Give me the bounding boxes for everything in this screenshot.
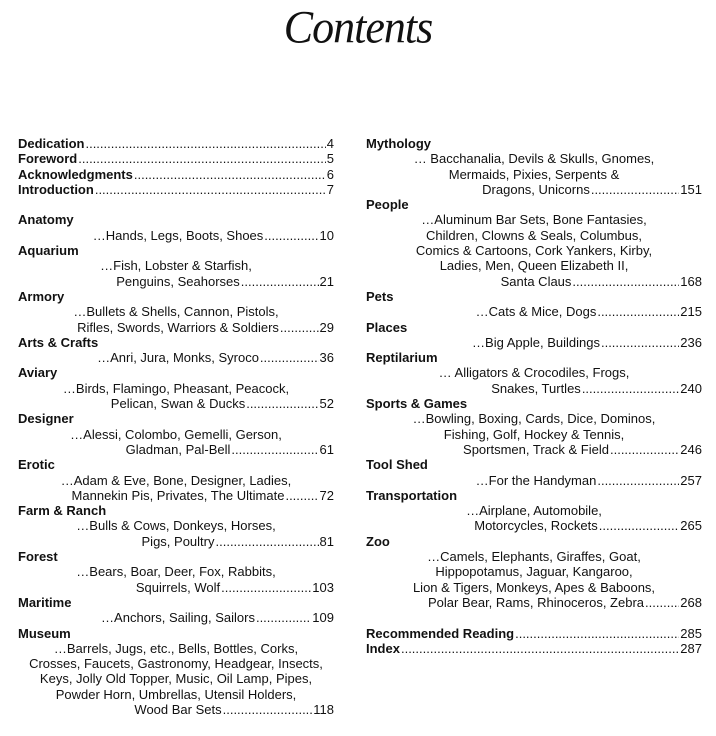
entry-line: …Bears, Boar, Deer, Fox, Rabbits, xyxy=(76,564,276,580)
entry-text: Penguins, Seahorses xyxy=(116,273,240,289)
front-matter-list xyxy=(18,136,334,197)
entry-text: Snakes, Turtles xyxy=(491,380,581,396)
toc-section xyxy=(18,335,334,366)
toc-section xyxy=(366,350,702,396)
front-matter-entry[interactable] xyxy=(18,167,334,182)
page-number: 81 xyxy=(319,533,334,549)
toc-section xyxy=(366,396,702,457)
section-heading[interactable]: Aquarium xyxy=(18,243,79,259)
left-column xyxy=(18,136,334,717)
toc-section xyxy=(366,289,702,320)
entry-label: Acknowledgments xyxy=(18,166,133,182)
entry-text: Mannekin Pis, Privates, The Ultimate xyxy=(71,487,285,503)
page-number: 52 xyxy=(319,396,334,412)
section-heading[interactable]: Museum xyxy=(18,625,71,641)
section-entries xyxy=(366,212,702,288)
page-number: 215 xyxy=(680,304,702,320)
entry-line: Powder Horn, Umbrellas, Utensil Holders, xyxy=(55,686,297,702)
section-heading[interactable]: Arts & Crafts xyxy=(18,334,99,350)
section-heading[interactable]: Aviary xyxy=(18,365,58,381)
dot-leader xyxy=(221,580,311,595)
entry-line-last[interactable] xyxy=(366,182,702,197)
section-entries xyxy=(366,151,702,197)
entry-line-last[interactable] xyxy=(366,335,702,350)
section-entries xyxy=(18,304,334,335)
page-number: 257 xyxy=(680,472,702,488)
dot-leader xyxy=(134,167,326,182)
section-heading[interactable]: Sports & Games xyxy=(366,396,468,412)
section-entries xyxy=(366,473,702,488)
section-entries xyxy=(18,427,334,458)
page-number: 246 xyxy=(680,441,702,457)
toc-section xyxy=(18,365,334,411)
entry-label: Foreword xyxy=(18,151,78,167)
page-number: 285 xyxy=(680,625,702,641)
toc-section xyxy=(18,549,334,595)
section-heading[interactable]: Transportation xyxy=(366,487,458,503)
toc-section xyxy=(18,212,334,243)
entry-line: …Fish, Lobster & Starfish, xyxy=(100,258,252,274)
toc-section xyxy=(18,289,334,335)
dot-leader xyxy=(216,534,319,549)
toc-section xyxy=(18,626,334,718)
entry-text: Sportsmen, Track & Field xyxy=(463,441,609,457)
toc-section xyxy=(18,457,334,503)
section-heading[interactable]: Anatomy xyxy=(18,212,74,228)
entry-text: …For the Handyman xyxy=(475,472,597,488)
back-matter-entry[interactable] xyxy=(366,641,702,656)
entry-line-last[interactable] xyxy=(366,595,702,610)
entry-line-last[interactable] xyxy=(18,488,334,503)
section-entries xyxy=(18,518,334,549)
entry-line-last[interactable] xyxy=(366,381,702,396)
back-matter-entry[interactable] xyxy=(366,626,702,641)
dot-leader xyxy=(401,641,679,656)
dot-leader xyxy=(591,182,679,197)
dot-leader xyxy=(597,473,679,488)
toc-section xyxy=(366,534,702,610)
entry-line: Ladies, Men, Queen Elizabeth II, xyxy=(439,258,629,274)
page-number: 236 xyxy=(680,334,702,350)
entry-line: …Bulls & Cows, Donkeys, Horses, xyxy=(76,518,276,534)
section-heading[interactable]: Reptilarium xyxy=(366,350,438,366)
dot-leader xyxy=(601,335,679,350)
entry-line: …Alessi, Colombo, Gemelli, Gerson, xyxy=(70,426,282,442)
page-number: 287 xyxy=(680,640,702,656)
page-number: 10 xyxy=(319,227,334,243)
entry-line: …Bowling, Boxing, Cards, Dice, Dominos, xyxy=(412,411,656,427)
entry-line-last[interactable] xyxy=(18,442,334,457)
section-entries xyxy=(366,549,702,610)
section-entries xyxy=(366,503,702,534)
page-number: 103 xyxy=(312,579,334,595)
dot-leader xyxy=(223,702,313,717)
page-number: 109 xyxy=(312,610,334,626)
section-heading[interactable]: Designer xyxy=(18,411,74,427)
entry-line-last[interactable] xyxy=(18,320,334,335)
section-heading[interactable]: People xyxy=(366,197,409,213)
entry-text: Gladman, Pal-Bell xyxy=(125,441,231,457)
entry-text: Dragons, Unicorns xyxy=(482,181,590,197)
toc-section xyxy=(18,243,334,289)
section-entries xyxy=(366,365,702,396)
entry-line-last[interactable] xyxy=(366,442,702,457)
section-entries xyxy=(18,610,334,625)
dot-leader xyxy=(597,304,679,319)
entry-line: …Airplane, Automobile, xyxy=(466,503,602,519)
front-matter-entry[interactable] xyxy=(18,136,334,151)
dot-leader xyxy=(582,381,679,396)
section-heading[interactable]: Tool Shed xyxy=(366,457,428,473)
entry-line-last[interactable] xyxy=(18,580,334,595)
entry-label: Dedication xyxy=(18,136,85,151)
section-entries xyxy=(18,228,334,243)
front-matter-entry[interactable] xyxy=(18,151,334,166)
entry-label: Introduction xyxy=(18,181,94,197)
entry-line: …Birds, Flamingo, Pheasant, Peacock, xyxy=(62,380,290,396)
section-heading[interactable]: Maritime xyxy=(18,594,72,610)
entry-line-last[interactable] xyxy=(18,274,334,289)
dot-leader xyxy=(285,488,318,503)
entry-line-last[interactable] xyxy=(18,534,334,549)
dot-leader xyxy=(231,442,318,457)
section-entries xyxy=(366,411,702,457)
entry-line: Children, Clowns & Seals, Columbus, xyxy=(425,227,643,243)
entry-text: …Anri, Jura, Monks, Syroco xyxy=(97,350,259,366)
entry-line: … Alligators & Crocodiles, Frogs, xyxy=(438,365,630,381)
dot-leader xyxy=(85,136,325,151)
page-number: 21 xyxy=(319,273,334,289)
entry-line-last[interactable] xyxy=(366,274,702,289)
entry-line-last[interactable] xyxy=(18,702,334,717)
toc-section xyxy=(366,320,702,351)
entry-line-last[interactable] xyxy=(18,610,334,625)
entry-line-last[interactable] xyxy=(366,473,702,488)
entry-line: … Bacchanalia, Devils & Skulls, Gnomes, xyxy=(413,151,655,167)
entry-text: …Anchors, Sailing, Sailors xyxy=(101,610,255,626)
entry-text: Pelican, Swan & Ducks xyxy=(110,396,246,412)
entry-line: Comics & Cartoons, Cork Yankers, Kirby, xyxy=(415,243,653,259)
dot-leader xyxy=(645,595,679,610)
page-number: 168 xyxy=(680,273,702,289)
back-matter-list xyxy=(366,626,702,657)
entry-text: Rifles, Swords, Warriors & Soldiers xyxy=(77,319,279,335)
entry-line: …Adam & Eve, Bone, Designer, Ladies, xyxy=(60,472,292,488)
page-number: 151 xyxy=(680,181,702,197)
entry-line: Crosses, Faucets, Gastronomy, Headgear, Insects, xyxy=(29,656,323,672)
entry-line: …Camels, Elephants, Giraffes, Goat, xyxy=(427,549,641,565)
dot-leader xyxy=(610,442,679,457)
page-number: 5 xyxy=(326,151,334,167)
toc-section xyxy=(366,136,702,197)
spacer xyxy=(18,197,334,212)
entry-line: Hippopotamus, Jaguar, Kangaroo, xyxy=(435,564,633,580)
dot-leader xyxy=(241,274,319,289)
section-heading[interactable]: Erotic xyxy=(18,457,55,473)
section-heading[interactable]: Pets xyxy=(366,288,394,304)
entry-text: …Big Apple, Buildings xyxy=(472,334,600,350)
entry-text: Santa Claus xyxy=(500,273,572,289)
entry-line: Keys, Jolly Old Topper, Music, Oil Lamp, Pipes, xyxy=(39,671,313,687)
dot-leader xyxy=(78,151,326,166)
dot-leader xyxy=(572,274,679,289)
section-entries xyxy=(18,564,334,595)
page-number: 265 xyxy=(680,518,702,534)
entry-text: Wood Bar Sets xyxy=(134,701,222,717)
entry-line-last[interactable] xyxy=(366,518,702,533)
entry-label: Index xyxy=(366,640,400,656)
page-number: 29 xyxy=(319,319,334,335)
entry-text: …Cats & Mice, Dogs xyxy=(475,304,597,320)
left-sections xyxy=(18,212,334,717)
entry-line: Mermaids, Pixies, Serpents & xyxy=(448,166,620,182)
dot-leader xyxy=(515,626,679,641)
page-number: 268 xyxy=(680,594,702,610)
entry-line-last[interactable] xyxy=(18,350,334,365)
entry-line: …Aluminum Bar Sets, Bone Fantasies, xyxy=(421,212,647,228)
dot-leader xyxy=(599,518,680,533)
page-number: 72 xyxy=(319,487,334,503)
section-heading[interactable]: Armory xyxy=(18,288,65,304)
section-heading[interactable]: Farm & Ranch xyxy=(18,503,107,519)
entry-line: Fishing, Golf, Hockey & Tennis, xyxy=(443,426,625,442)
page-number: 36 xyxy=(319,350,334,366)
entry-line: …Bullets & Shells, Cannon, Pistols, xyxy=(73,304,279,320)
right-sections xyxy=(366,136,702,610)
entry-line: …Barrels, Jugs, etc., Bells, Bottles, Corks, xyxy=(53,640,299,656)
toc-section xyxy=(366,457,702,488)
dot-leader xyxy=(260,350,319,365)
section-entries xyxy=(366,335,702,350)
page-number: 7 xyxy=(326,181,334,197)
dot-leader xyxy=(95,182,326,197)
section-heading[interactable]: Mythology xyxy=(366,136,431,151)
right-column xyxy=(366,136,702,656)
front-matter-entry[interactable] xyxy=(18,182,334,197)
section-entries xyxy=(18,473,334,504)
entry-label: Recommended Reading xyxy=(366,625,515,641)
spacer xyxy=(366,610,702,625)
entry-text: …Hands, Legs, Boots, Shoes xyxy=(92,227,264,243)
page-number: 61 xyxy=(319,441,334,457)
entry-text: Polar Bear, Rams, Rhinoceros, Zebra xyxy=(427,594,645,610)
section-entries xyxy=(18,381,334,412)
toc-section xyxy=(18,411,334,457)
toc-section xyxy=(18,503,334,549)
entry-text: Motorcycles, Rockets xyxy=(474,518,598,534)
dot-leader xyxy=(280,320,319,335)
dot-leader xyxy=(246,396,318,411)
page-number: 6 xyxy=(326,166,334,182)
section-heading[interactable]: Places xyxy=(366,319,408,335)
dot-leader xyxy=(256,610,311,625)
page-number: 240 xyxy=(680,380,702,396)
section-heading[interactable]: Forest xyxy=(18,549,58,565)
toc-section xyxy=(18,595,334,626)
page-number: 4 xyxy=(326,136,334,151)
page-title: Contents xyxy=(283,1,433,54)
dot-leader xyxy=(264,228,318,243)
entry-text: Pigs, Poultry xyxy=(141,533,215,549)
section-entries xyxy=(18,258,334,289)
entry-line-last[interactable] xyxy=(18,228,334,243)
section-entries xyxy=(18,350,334,365)
entry-line-last[interactable] xyxy=(366,304,702,319)
section-entries xyxy=(18,641,334,717)
toc-section xyxy=(366,488,702,534)
entry-line-last[interactable] xyxy=(18,396,334,411)
section-heading[interactable]: Zoo xyxy=(366,533,390,549)
toc-section xyxy=(366,197,702,289)
page-number: 118 xyxy=(313,701,334,717)
entry-line: Lion & Tigers, Monkeys, Apes & Baboons, xyxy=(412,579,656,595)
entry-text: Squirrels, Wolf xyxy=(135,579,221,595)
section-entries xyxy=(366,304,702,319)
